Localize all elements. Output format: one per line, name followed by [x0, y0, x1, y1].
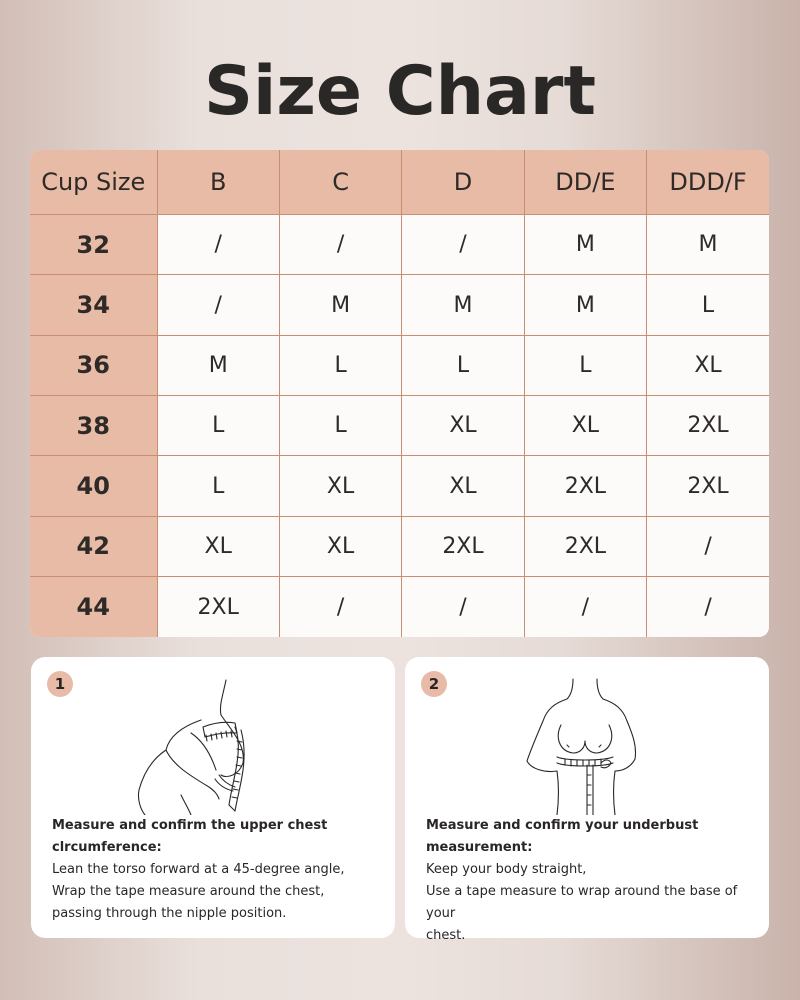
- size-cell: L: [524, 335, 646, 395]
- size-cell: L: [157, 396, 279, 456]
- header-cup-dd-e: DD/E: [524, 150, 646, 215]
- size-cell: M: [524, 215, 646, 275]
- size-cell: XL: [402, 396, 524, 456]
- band-size-cell: 40: [30, 456, 157, 516]
- table-row: [30, 335, 769, 395]
- header-cup-size: Cup Size: [30, 150, 157, 215]
- step-2-heading-line-2: measurement:: [426, 840, 533, 855]
- size-cell: /: [279, 215, 401, 275]
- step-1-line: Lean the torso forward at a 45-degree angle,: [52, 862, 345, 877]
- step-2-line: chest.: [426, 928, 466, 943]
- size-cell: XL: [524, 396, 646, 456]
- table-row: [30, 275, 769, 335]
- size-cell: L: [279, 396, 401, 456]
- step-2-card: [405, 657, 769, 943]
- size-cell: 2XL: [524, 456, 646, 516]
- page-title: Size Chart: [204, 52, 596, 131]
- size-cell: XL: [402, 456, 524, 516]
- band-size-cell: 32: [30, 215, 157, 275]
- size-cell: /: [157, 275, 279, 335]
- size-cell: 2XL: [402, 516, 524, 576]
- step-2-line: Use a tape measure to wrap around the base of your: [426, 884, 738, 921]
- step-2-heading-line-1: Measure and confirm your underbust: [426, 818, 699, 833]
- table-row: [30, 396, 769, 456]
- step-1-card: [31, 657, 395, 938]
- size-cell: L: [157, 456, 279, 516]
- size-cell: /: [279, 577, 401, 637]
- size-cell: L: [279, 335, 401, 395]
- table-row: [30, 456, 769, 516]
- table-row: [30, 516, 769, 576]
- band-size-cell: 38: [30, 396, 157, 456]
- underbust-measure-icon: [505, 675, 665, 815]
- band-size-cell: 44: [30, 577, 157, 637]
- size-cell: /: [524, 577, 646, 637]
- header-cup-c: C: [279, 150, 401, 215]
- size-cell: M: [402, 275, 524, 335]
- size-cell: XL: [647, 335, 769, 395]
- size-cell: XL: [279, 516, 401, 576]
- size-cell: L: [647, 275, 769, 335]
- step-1-heading-line-1: Measure and confirm the upper chest: [52, 818, 328, 833]
- table-row: [30, 215, 769, 275]
- step-1-heading-line-2: clrcumference:: [52, 840, 162, 855]
- size-cell: XL: [279, 456, 401, 516]
- size-cell: 2XL: [157, 577, 279, 637]
- size-cell: L: [402, 335, 524, 395]
- size-cell: /: [402, 215, 524, 275]
- header-cup-b: B: [157, 150, 279, 215]
- size-cell: /: [704, 594, 712, 620]
- step-1-line: Wrap the tape measure around the chest,: [52, 884, 325, 899]
- size-cell: M: [647, 215, 769, 275]
- step-2-instructions: [426, 815, 756, 947]
- size-cell: /: [157, 215, 279, 275]
- size-cell: 2XL: [647, 396, 769, 456]
- size-cell: XL: [157, 516, 279, 576]
- size-cell: M: [157, 335, 279, 395]
- table-header-row: [30, 150, 769, 215]
- band-size-cell: 42: [30, 516, 157, 576]
- step-1-line: passing through the nipple position.: [52, 906, 287, 921]
- header-cup-ddd-f: DDD/F: [647, 150, 769, 215]
- step-2-line: Keep your body straight,: [426, 862, 587, 877]
- band-size-cell: 34: [30, 275, 157, 335]
- size-cell: 2XL: [524, 516, 646, 576]
- size-chart-table: [30, 150, 769, 637]
- size-cell: /: [402, 577, 524, 637]
- header-cup-d: D: [402, 150, 524, 215]
- table-row: [30, 577, 769, 637]
- size-cell: /: [647, 516, 769, 576]
- step-2-badge: 2: [421, 671, 447, 697]
- upper-chest-measure-icon: [131, 675, 291, 815]
- size-cell: 2XL: [647, 456, 769, 516]
- size-cell: M: [279, 275, 401, 335]
- band-size-cell: 36: [30, 335, 157, 395]
- step-1-instructions: [52, 815, 382, 925]
- size-cell: M: [524, 275, 646, 335]
- step-1-badge: 1: [47, 671, 73, 697]
